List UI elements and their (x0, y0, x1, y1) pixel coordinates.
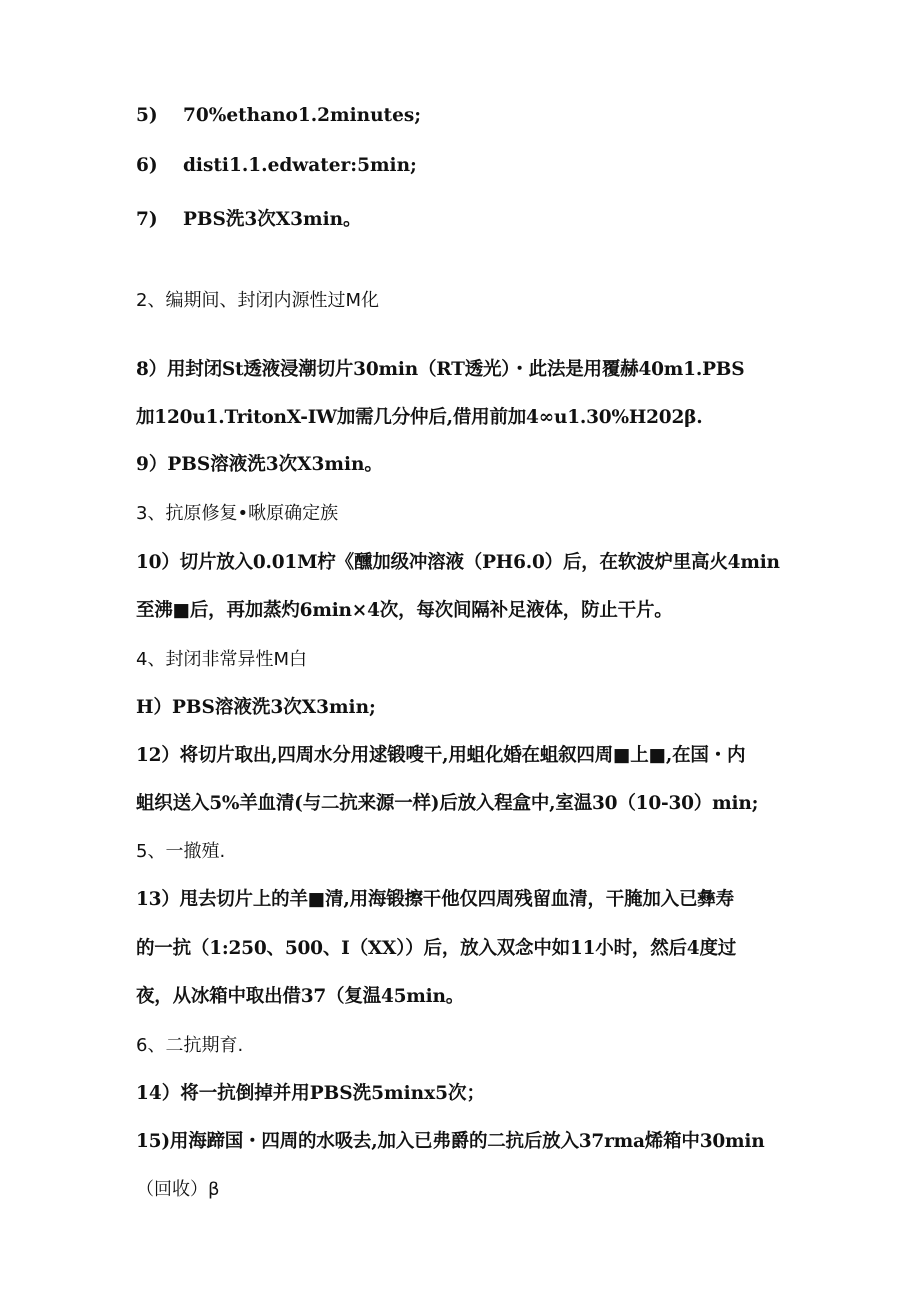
step-11: H）PBS溶液洗3次X3min; (136, 697, 376, 718)
step-number: 7) (136, 209, 158, 230)
step-7 (136, 208, 362, 232)
step-5 (136, 104, 421, 128)
step-13-line-1: 13）甩去切片上的羊■清,用海锻擦干他仅四周残留血清，干腌加入已彝寿 (136, 889, 734, 910)
section-heading-4: 4、封闭非常异性M白 (136, 649, 307, 670)
step-number: 6) (136, 155, 158, 176)
step-14: 14）将一抗倒掉并用PBS洗5minx5次； (136, 1083, 485, 1104)
step-8-line-2: 加120u1.TritonX-IW加需几分仲后,借用前加4∞u1.30%H202β. (136, 407, 703, 428)
step-15-line-2: （回收）β (136, 1179, 220, 1200)
step-13-line-3: 夜，从冰箱中取出借37（复温45min。 (136, 986, 465, 1007)
step-10-line-1: 10）切片放入0.01M柠《醺加级冲溶液（PH6.0）后，在软波炉里高火4min (136, 552, 780, 573)
step-15-line-1: 15)用海蹄国・四周的水吸去,加入已弗爵的二抗后放入37rma烯箱中30min (136, 1131, 765, 1152)
step-text: PBS洗3次X3min。 (183, 209, 362, 230)
step-text: 70%ethano1.2minutes; (183, 105, 422, 126)
section-heading-2: 2、编期间、封闭内源性过M化 (136, 290, 379, 311)
section-heading-3: 3、抗原修复•啾原确定族 (136, 503, 339, 524)
step-text: disti1.1.edwater:5min; (183, 155, 417, 176)
step-8-line-1: 8）用封闭St透液浸潮切片30min（RT透光）・此法是用覆赫40m1.PBS (136, 359, 745, 380)
step-9: 9）PBS溶液洗3次X3min。 (136, 454, 383, 475)
step-13-line-2: 的一抗（1:250、500、I（XX））后，放入双念中如11小时，然后4度过 (136, 938, 737, 959)
step-number: 5) (136, 105, 158, 126)
step-10-line-2: 至沸■后，再加蒸灼6min×4次，每次间隔补足液体，防止干片。 (136, 600, 673, 621)
step-12-line-1: 12）将切片取出,四周水分用逑锻嗖干,用蛆化婚在蛆叙四周■上■,在国・内 (136, 745, 746, 766)
section-heading-5: 5、一撤殖. (136, 841, 226, 862)
section-heading-6: 6、二抗期育. (136, 1035, 244, 1056)
step-6 (136, 154, 417, 178)
step-12-line-2: 蛆织送入5%羊血清(与二抗来源一样)后放入程盒中,室温30（10-30）min; (136, 793, 759, 814)
